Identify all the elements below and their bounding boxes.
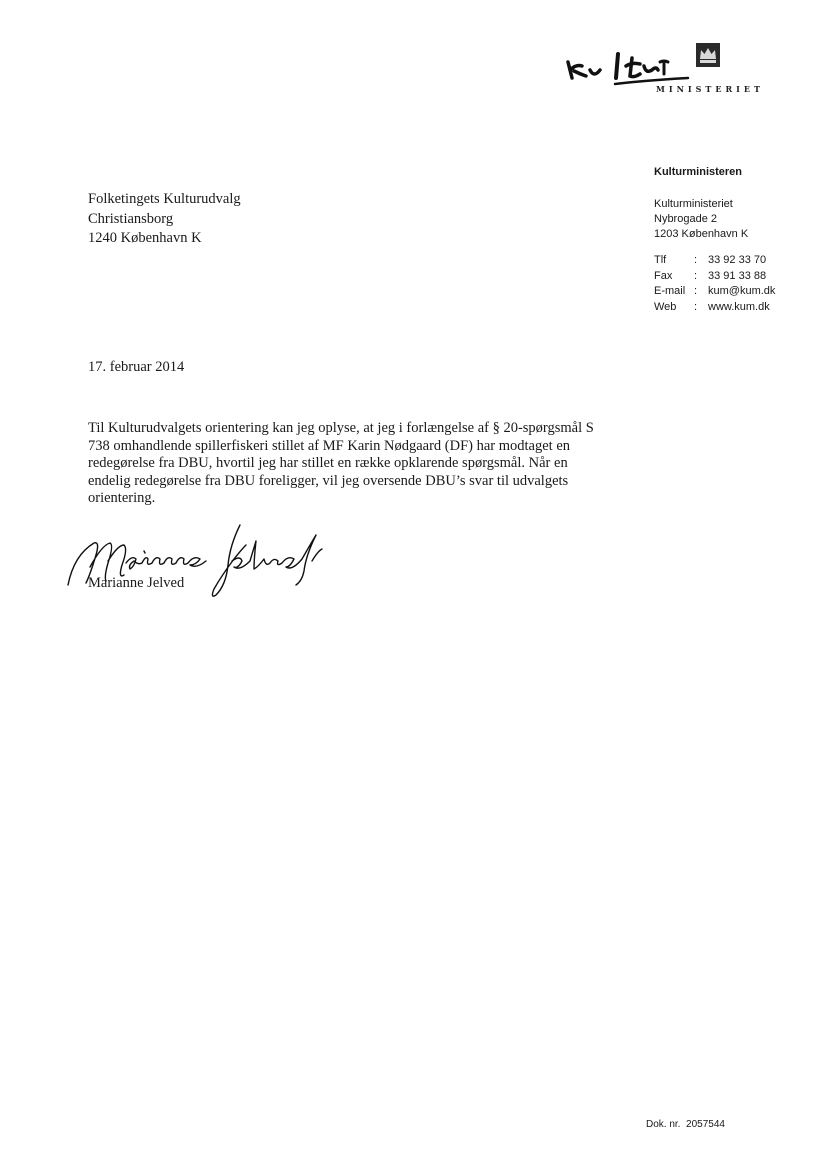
body-line: Til Kulturudvalgets orientering kan jeg oplyse, at jeg i forlængelse af § 20-spørgsmål S: [88, 420, 594, 436]
ministry-label: MINISTERIET: [656, 84, 764, 94]
contact-row-fax: Fax : 33 91 33 88: [654, 269, 775, 285]
contact-row-email: E-mail : kum@kum.dk: [654, 284, 775, 300]
sender-address: [654, 197, 775, 242]
recipient-address: [88, 190, 241, 249]
contact-list: [654, 253, 775, 315]
contact-label: Fax: [654, 269, 673, 282]
contact-label: Web: [654, 300, 677, 313]
doc-number-value: 2057544: [686, 1119, 725, 1130]
ministry-logo: [560, 40, 800, 110]
contact-label: E-mail: [654, 285, 686, 297]
sender-line: Kulturministeriet: [654, 198, 733, 210]
sender-line: Nybrogade 2: [654, 213, 717, 225]
document-number: [646, 1119, 725, 1130]
letter-body: [88, 420, 648, 508]
sender-line: 1203 København K: [654, 228, 749, 240]
contact-value: 33 91 33 88: [708, 269, 767, 282]
body-line: redegørelse fra DBU, hvortil jeg har stillet en række opklarende spørgsmål. Når en: [88, 455, 568, 472]
contact-value: kum@kum.dk: [708, 285, 776, 297]
letter-date: 17. februar 2014: [88, 359, 185, 375]
body-line: endelig redegørelse fra DBU foreligger, vil jeg oversende DBU’s svar til udvalgets: [88, 472, 569, 489]
sender-title: Kulturministeren: [654, 166, 743, 178]
signer-name: Marianne Jelved: [88, 575, 185, 591]
recipient-line: Christiansborg: [88, 210, 174, 227]
contact-row-web: Web : www.kum.dk: [654, 300, 775, 316]
recipient-line: 1240 København K: [88, 230, 202, 246]
body-line: 738 omhandlende spillerfiskeri stillet af MF Karin Nødgaard (DF) har modtaget en: [88, 437, 571, 454]
crown-icon: [695, 42, 721, 68]
recipient-line: Folketingets Kulturudvalg: [88, 191, 241, 207]
contact-value: 33 92 33 70: [708, 254, 767, 266]
sender-block: [654, 165, 775, 315]
contact-row-phone: Tlf : 33 92 33 70: [654, 253, 775, 269]
body-line: orientering.: [88, 490, 156, 507]
contact-label: Tlf: [654, 254, 667, 266]
contact-value: www.kum.dk: [708, 300, 770, 313]
doc-number-label: Dok. nr.: [646, 1119, 681, 1130]
